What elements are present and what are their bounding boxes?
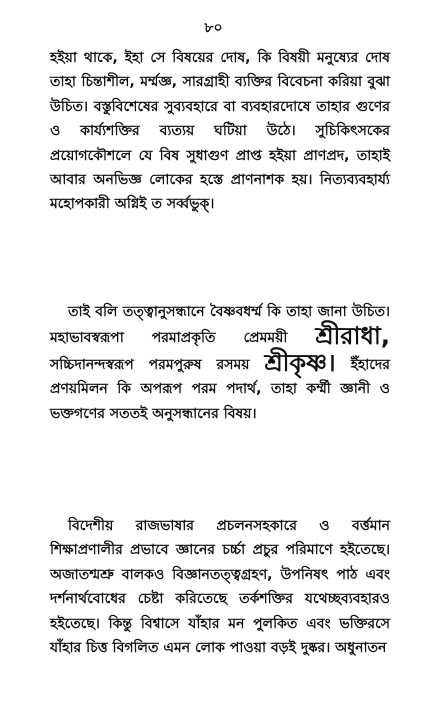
paragraph-3 [50,514,390,660]
paragraph-1-text: হইয়া থাকে, ইহা সে বিষয়ের দোষ, কি বিষয়ী মনুষ্যের দোষ তাহা চিন্তাশীল, মর্ম্মজ্ঞ, সারগ্রাহী ব্যক্তির বিবেচনা করিয়া বুঝা উচিত। বস্তুবিশেষের সুব্যবহারে বা ব্যবহারদোষে তাহার গুণের ও কার্য্যশক্তির ব্যত্যয় ঘটিয়া উঠে। সুচিকিৎসকের প্রয়োগকৌশলে যে বিষ সুধাগুণ প্রাপ্ত হইয়া প্রাণপ্রদ, তাহাই আবার অনভিজ্ঞ লোকের হস্তে প্রাণনাশক হয়। নিত্যব্যবহার্য্য মহোপকারী অগ্নিই ত সর্ব্বভুক্। [50,50,390,213]
paragraph-2-text-start: তাই বলি তত্ত্বানুসন্ধানে বৈষ্ণবধর্ম্ম কি তাহা জানা উচিত। মহাভাবস্বরূপা পরমাপ্রকৃতি প্রেমময়ী [50,304,390,347]
paragraph-1 [50,46,390,217]
paragraph-3-text: বিদেশীয় রাজভাষার প্রচলনসহকারে ও বর্ত্তমান শিক্ষাপ্রণালীর প্রভাবে জ্ঞানের চর্চ্চা প্রচুর পরিমাণে হইতেছে। অজাতশ্মশ্রু বালকও বিজ্ঞানতত্ত্বগ্রহণ, উপনিষৎ পাঠ এবং দর্শনার্থবোধের চেষ্টা করিতেছে তর্কশক্তির যথেচ্ছব্যবহারও হইতেছে। কিন্তু বিশ্বাসে যাঁহার মন পুলকিত এবং ভক্তিরসে যাঁহার চিত্ত বিগলিত এমন লোক পাওয়া বড়ই দুষ্কর। অধুনাতন [50,518,390,657]
paragraph-2-text-middle: সচ্চিদানন্দস্বরূপ পরমপুরুষ রসময় [50,356,265,373]
page-number: ৮০ [204,20,223,36]
emphasis-krishna: শ্রীকৃষ্ণ। [264,348,336,377]
paragraph-2 [50,300,390,426]
paragraph-2-text-end: ইঁহাদের প্রণয়মিলন কি অপরূপ পরম পদার্থ, তাহা কর্ম্মী জ্ঞানী ও ভক্তগণের সততই অনুসন্ধানের বিষয়। [50,356,390,422]
emphasis-radha: শ্রীরাধা, [315,322,390,351]
